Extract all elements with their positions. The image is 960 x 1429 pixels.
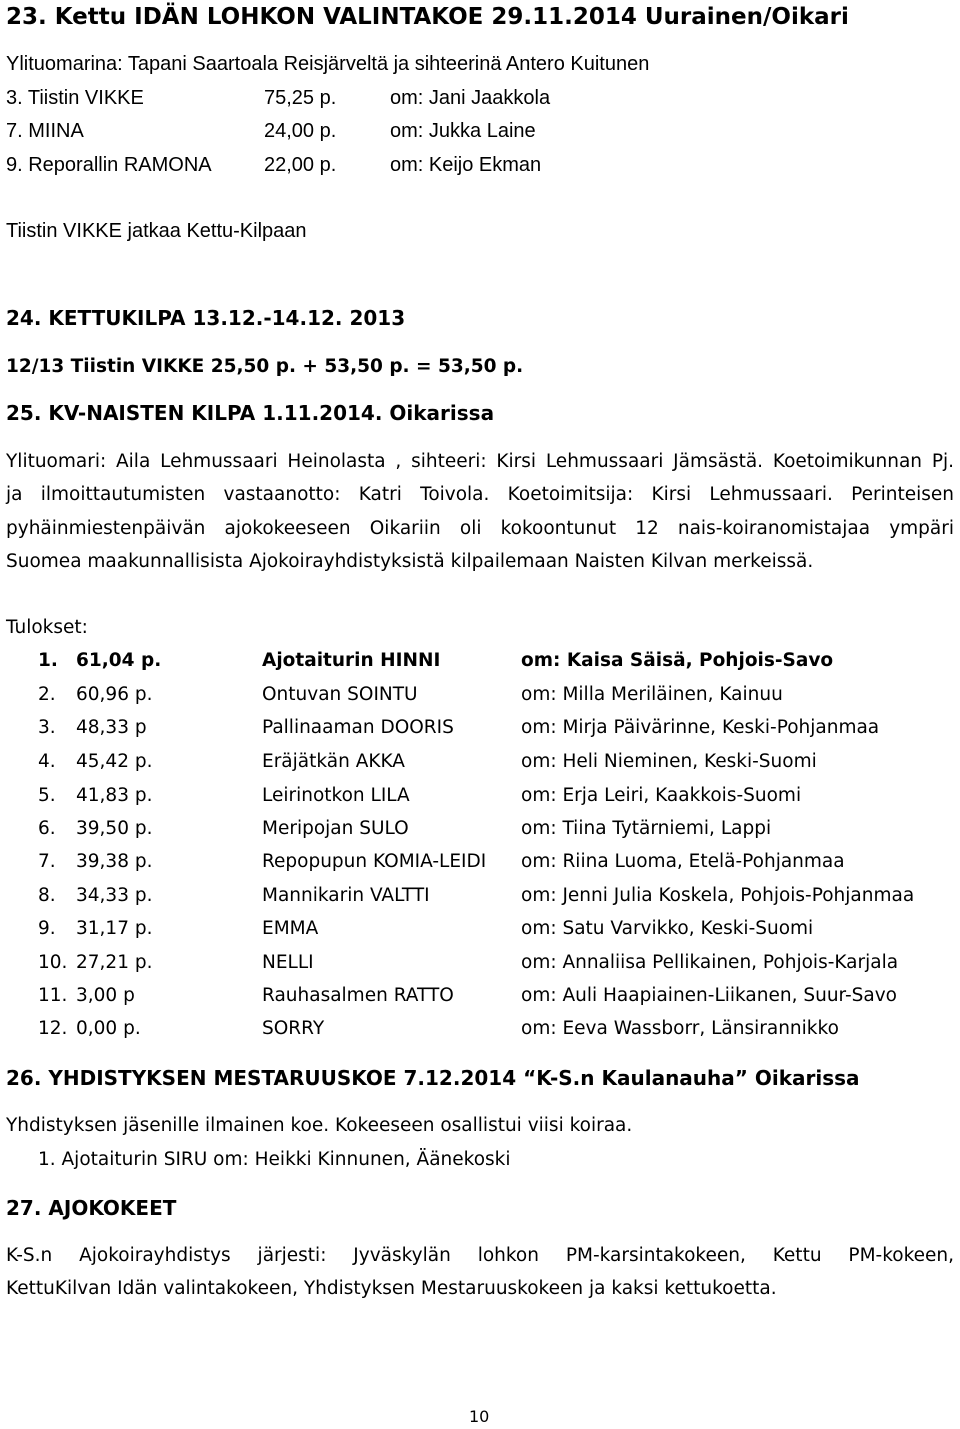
section-24-line: 12/13 Tiistin VIKKE 25,50 p. + 53,50 p. = 53,50 p. (6, 356, 524, 377)
result-rank: 4. (38, 751, 56, 772)
section-27-para-line-1: K-S.n Ajokoirayhdistys järjesti: Jyväskylän lohkon PM-karsintakokeen, Kettu PM-kokeen, (6, 1245, 954, 1266)
result-owner: om: Eeva Wassborr, Länsirannikko (521, 1018, 839, 1039)
section-25-para-line-4: Suomea maakunnallisista Ajokoirayhdistyksistä kilpailemaan Naisten Kilvan merkeissä. (6, 551, 814, 572)
result-dog: Eräjätkän AKKA (262, 751, 405, 772)
result-owner: om: Erja Leiri, Kaakkois-Suomi (521, 785, 802, 806)
section-25-heading: 25. KV-NAISTEN KILPA 1.11.2014. Oikarissa (6, 401, 495, 425)
result-points: 39,50 p. (76, 818, 153, 839)
result-dog: SORRY (262, 1018, 325, 1039)
results-label: Tulokset: (6, 617, 88, 638)
result-rank: 8. (38, 885, 56, 906)
table-row (0, 751, 960, 781)
result-owner: om: Jenni Julia Koskela, Pohjois-Pohjanmaa (521, 885, 915, 906)
result-points: 3,00 p (76, 985, 135, 1006)
result-dog: Rauhasalmen RATTO (262, 985, 454, 1006)
table-row (0, 717, 960, 747)
result-points: 41,83 p. (76, 785, 153, 806)
result-owner: om: Mirja Päivärinne, Keski-Pohjanmaa (521, 717, 880, 738)
result-dog: Mannikarin VALTTI (262, 885, 430, 906)
result-dog: Pallinaaman DOORIS (262, 717, 454, 738)
result-dog: NELLI (262, 952, 314, 973)
section-23-row-3-dog: 9. Reporallin RAMONA (6, 154, 212, 176)
result-dog: Meripojan SULO (262, 818, 409, 839)
result-points: 48,33 p (76, 717, 147, 738)
table-row (0, 985, 960, 1015)
result-dog: Leirinotkon LILA (262, 785, 410, 806)
page-number: 10 (469, 1407, 490, 1426)
section-27-para-line-2: KettuKilvan Idän valintakokeen, Yhdistyksen Mestaruuskokeen ja kaksi kettukoetta. (6, 1278, 777, 1299)
section-25-para-line-3: pyhäinmiestenpäivän ajokokeeseen Oikariin oli kokoontunut 12 nais-koiranomistajaa ympäri (6, 518, 954, 539)
result-points: 60,96 p. (76, 684, 153, 705)
result-owner: om: Annaliisa Pellikainen, Pohjois-Karjala (521, 952, 899, 973)
result-rank: 6. (38, 818, 56, 839)
section-23-row-2-points: 24,00 p. (264, 120, 337, 142)
result-owner: om: Tiina Tytärniemi, Lappi (521, 818, 772, 839)
result-rank: 9. (38, 918, 56, 939)
table-row (0, 650, 960, 680)
section-23-row-3-owner: om: Keijo Ekman (390, 154, 542, 176)
section-26-line-1: Yhdistyksen jäsenille ilmainen koe. Kokeeseen osallistui viisi koiraa. (6, 1115, 633, 1136)
table-row (0, 885, 960, 915)
section-25-para-line-2: ja ilmoittautumisten vastaanotto: Katri Toivola. Koetoimitsija: Kirsi Lehmussaari. Perinteisen (6, 484, 954, 505)
section-23-row-2-owner: om: Jukka Laine (390, 120, 536, 142)
table-row (0, 918, 960, 948)
result-dog: EMMA (262, 918, 319, 939)
result-points: 34,33 p. (76, 885, 153, 906)
result-points: 61,04 p. (76, 650, 162, 671)
result-owner: om: Riina Luoma, Etelä-Pohjanmaa (521, 851, 845, 872)
result-rank: 3. (38, 717, 56, 738)
result-dog: Repopupun KOMIA-LEIDI (262, 851, 487, 872)
section-23-note: Tiistin VIKKE jatkaa Kettu-Kilpaan (6, 220, 307, 242)
section-26-heading: 26. YHDISTYKSEN MESTARUUSKOE 7.12.2014 “K-S.n Kaulanauha” Oikarissa (6, 1066, 860, 1090)
table-row (0, 851, 960, 881)
section-25-para-line-1: Ylituomari: Aila Lehmussaari Heinolasta , sihteeri: Kirsi Lehmussaari Jämsästä. Koetoimikunnan Pj. (6, 451, 954, 472)
section-23-row-1-dog: 3. Tiistin VIKKE (6, 87, 144, 109)
section-26-line-2: 1. Ajotaiturin SIRU om: Heikki Kinnunen, Äänekoski (38, 1149, 511, 1170)
result-owner: om: Heli Nieminen, Keski-Suomi (521, 751, 817, 772)
section-27-heading: 27. AJOKOKEET (6, 1196, 177, 1220)
section-23-row-3-points: 22,00 p. (264, 154, 337, 176)
table-row (0, 785, 960, 815)
result-points: 39,38 p. (76, 851, 153, 872)
result-rank: 11. (38, 985, 68, 1006)
section-24-heading: 24. KETTUKILPA 13.12.-14.12. 2013 (6, 306, 406, 330)
result-rank: 12. (38, 1018, 68, 1039)
section-23-judges: Ylituomarina: Tapani Saartoala Reisjärveltä ja sihteerinä Antero Kuitunen (6, 53, 650, 75)
result-points: 45,42 p. (76, 751, 153, 772)
section-23-heading: 23. Kettu IDÄN LOHKON VALINTAKOE 29.11.2014 Uurainen/Oikari (6, 4, 849, 30)
section-23-row-1-points: 75,25 p. (264, 87, 337, 109)
result-owner: om: Kaisa Säisä, Pohjois-Savo (521, 650, 834, 671)
result-points: 0,00 p. (76, 1018, 141, 1039)
result-rank: 7. (38, 851, 56, 872)
result-dog: Ajotaiturin HINNI (262, 650, 441, 671)
section-23-row-1-owner: om: Jani Jaakkola (390, 87, 551, 109)
table-row (0, 818, 960, 848)
table-row (0, 952, 960, 982)
table-row (0, 684, 960, 714)
section-23-row-2-dog: 7. MIINA (6, 120, 84, 142)
result-owner: om: Satu Varvikko, Keski-Suomi (521, 918, 814, 939)
result-rank: 10. (38, 952, 68, 973)
result-rank: 5. (38, 785, 56, 806)
result-rank: 2. (38, 684, 56, 705)
table-row (0, 1018, 960, 1048)
result-points: 27,21 p. (76, 952, 153, 973)
result-dog: Ontuvan SOINTU (262, 684, 418, 705)
result-points: 31,17 p. (76, 918, 153, 939)
result-owner: om: Milla Meriläinen, Kainuu (521, 684, 783, 705)
result-owner: om: Auli Haapiainen-Liikanen, Suur-Savo (521, 985, 897, 1006)
result-rank: 1. (38, 650, 58, 671)
